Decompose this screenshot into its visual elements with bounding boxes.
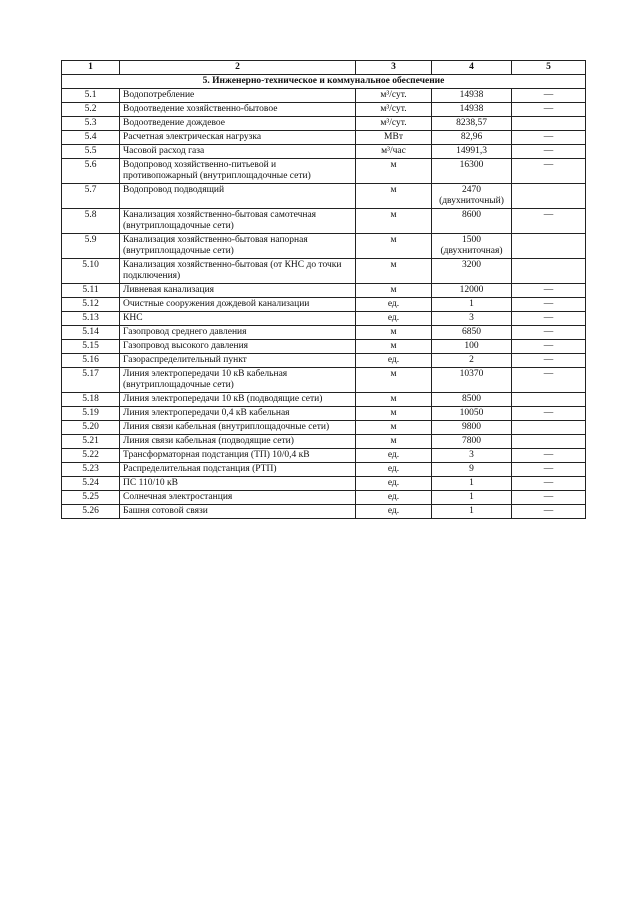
row-value: 10370: [432, 368, 512, 393]
row-number: 5.11: [62, 284, 120, 298]
row-value: 1: [432, 477, 512, 491]
row-unit: ед.: [356, 298, 432, 312]
row-unit: м: [356, 435, 432, 449]
row-note: —: [512, 407, 586, 421]
row-number: 5.2: [62, 103, 120, 117]
row-name: Ливневая канализация: [120, 284, 356, 298]
row-value: 8238,57: [432, 117, 512, 131]
row-name: Водопотребление: [120, 89, 356, 103]
row-note: —: [512, 312, 586, 326]
row-name: Часовой расход газа: [120, 145, 356, 159]
row-note: —: [512, 463, 586, 477]
row-number: 5.5: [62, 145, 120, 159]
row-name: Канализация хозяйственно-бытовая напорная (внутриплощадочные сети): [120, 234, 356, 259]
row-note: [512, 184, 586, 209]
row-value: 2: [432, 354, 512, 368]
row-number: 5.4: [62, 131, 120, 145]
row-note: —: [512, 159, 586, 184]
row-name: Газопровод среднего давления: [120, 326, 356, 340]
row-name: Канализация хозяйственно-бытовая (от КНС до точки подключения): [120, 259, 356, 284]
table-row: [62, 505, 586, 519]
row-number: 5.8: [62, 209, 120, 234]
engineering-table: [61, 60, 586, 519]
row-value: 9800: [432, 421, 512, 435]
row-note: [512, 117, 586, 131]
section-title: 5. Инженерно-техническое и коммунальное обеспечение: [62, 75, 586, 89]
row-value: 14991,3: [432, 145, 512, 159]
table-row: [62, 209, 586, 234]
row-number: 5.20: [62, 421, 120, 435]
row-note: —: [512, 103, 586, 117]
row-unit: м: [356, 421, 432, 435]
row-number: 5.14: [62, 326, 120, 340]
header-col-5: 5: [512, 61, 586, 75]
section-row: [62, 75, 586, 89]
table-row: [62, 117, 586, 131]
row-unit: м³/сут.: [356, 103, 432, 117]
row-unit: м: [356, 159, 432, 184]
row-name: Водоотведение дождевое: [120, 117, 356, 131]
row-value: 14938: [432, 89, 512, 103]
row-unit: ед.: [356, 491, 432, 505]
row-name: Линия электропередачи 10 кВ (подводящие сети): [120, 393, 356, 407]
row-note: [512, 393, 586, 407]
row-value: 14938: [432, 103, 512, 117]
header-col-4: 4: [432, 61, 512, 75]
row-note: —: [512, 368, 586, 393]
row-value: 16300: [432, 159, 512, 184]
table-row: [62, 326, 586, 340]
row-name: ПС 110/10 кВ: [120, 477, 356, 491]
row-number: 5.16: [62, 354, 120, 368]
row-value: 1500 (двухниточная): [432, 234, 512, 259]
row-unit: м: [356, 209, 432, 234]
row-value: 6850: [432, 326, 512, 340]
row-note: —: [512, 477, 586, 491]
row-name: Водопровод подводящий: [120, 184, 356, 209]
table-row: [62, 491, 586, 505]
table-row: [62, 131, 586, 145]
row-unit: м: [356, 407, 432, 421]
table-row: [62, 407, 586, 421]
row-note: —: [512, 449, 586, 463]
row-value: 12000: [432, 284, 512, 298]
table-row: [62, 184, 586, 209]
header-col-3: 3: [356, 61, 432, 75]
row-name: Водопровод хозяйственно-питьевой и противопожарный (внутриплощадочные сети): [120, 159, 356, 184]
row-note: —: [512, 354, 586, 368]
row-number: 5.15: [62, 340, 120, 354]
row-note: —: [512, 131, 586, 145]
row-unit: ед.: [356, 354, 432, 368]
row-name: Распределительная подстанция (РТП): [120, 463, 356, 477]
table-row: [62, 435, 586, 449]
row-number: 5.13: [62, 312, 120, 326]
row-note: —: [512, 89, 586, 103]
row-unit: м³/час: [356, 145, 432, 159]
row-note: —: [512, 298, 586, 312]
row-value: 1: [432, 505, 512, 519]
row-number: 5.1: [62, 89, 120, 103]
row-number: 5.21: [62, 435, 120, 449]
row-unit: м: [356, 340, 432, 354]
row-note: [512, 435, 586, 449]
header-col-2: 2: [120, 61, 356, 75]
row-unit: ед.: [356, 449, 432, 463]
row-number: 5.24: [62, 477, 120, 491]
row-unit: м: [356, 368, 432, 393]
table-row: [62, 312, 586, 326]
row-number: 5.19: [62, 407, 120, 421]
row-name: Водоотведение хозяйственно-бытовое: [120, 103, 356, 117]
row-number: 5.10: [62, 259, 120, 284]
table-row: [62, 284, 586, 298]
table-row: [62, 234, 586, 259]
row-value: 9: [432, 463, 512, 477]
row-number: 5.18: [62, 393, 120, 407]
row-number: 5.25: [62, 491, 120, 505]
row-unit: МВт: [356, 131, 432, 145]
row-unit: м: [356, 326, 432, 340]
row-number: 5.6: [62, 159, 120, 184]
row-unit: м: [356, 259, 432, 284]
row-unit: ед.: [356, 312, 432, 326]
table-row: [62, 103, 586, 117]
table-row: [62, 421, 586, 435]
row-value: 8600: [432, 209, 512, 234]
row-unit: м³/сут.: [356, 117, 432, 131]
row-value: 3: [432, 449, 512, 463]
table-row: [62, 145, 586, 159]
row-number: 5.7: [62, 184, 120, 209]
row-name: Расчетная электрическая нагрузка: [120, 131, 356, 145]
row-note: —: [512, 340, 586, 354]
row-name: Линия связи кабельная (внутриплощадочные сети): [120, 421, 356, 435]
row-value: 1: [432, 491, 512, 505]
table-row: [62, 354, 586, 368]
row-number: 5.3: [62, 117, 120, 131]
row-value: 2470 (двухниточный): [432, 184, 512, 209]
row-unit: м: [356, 393, 432, 407]
row-note: —: [512, 145, 586, 159]
table-row: [62, 477, 586, 491]
row-note: [512, 259, 586, 284]
row-unit: м: [356, 184, 432, 209]
row-number: 5.23: [62, 463, 120, 477]
row-number: 5.12: [62, 298, 120, 312]
row-note: —: [512, 284, 586, 298]
table-row: [62, 368, 586, 393]
row-unit: ед.: [356, 463, 432, 477]
row-number: 5.17: [62, 368, 120, 393]
row-note: —: [512, 491, 586, 505]
row-name: Солнечная электростанция: [120, 491, 356, 505]
row-number: 5.26: [62, 505, 120, 519]
row-value: 3: [432, 312, 512, 326]
table-row: [62, 159, 586, 184]
row-note: —: [512, 209, 586, 234]
table-row: [62, 89, 586, 103]
row-name: Линия электропередачи 10 кВ кабельная (внутриплощадочные сети): [120, 368, 356, 393]
row-value: 8500: [432, 393, 512, 407]
row-name: Башня сотовой связи: [120, 505, 356, 519]
row-name: Линия электропередачи 0,4 кВ кабельная: [120, 407, 356, 421]
row-unit: м: [356, 234, 432, 259]
header-row: [62, 61, 586, 75]
table-row: [62, 449, 586, 463]
table-row: [62, 298, 586, 312]
row-name: Трансформаторная подстанция (ТП) 10/0,4 кВ: [120, 449, 356, 463]
row-value: 3200: [432, 259, 512, 284]
header-col-1: 1: [62, 61, 120, 75]
table-row: [62, 259, 586, 284]
row-note: —: [512, 326, 586, 340]
row-note: [512, 234, 586, 259]
row-name: КНС: [120, 312, 356, 326]
row-value: 1: [432, 298, 512, 312]
row-unit: м: [356, 284, 432, 298]
row-number: 5.22: [62, 449, 120, 463]
row-number: 5.9: [62, 234, 120, 259]
row-note: —: [512, 505, 586, 519]
row-name: Газораспределительный пункт: [120, 354, 356, 368]
row-value: 82,96: [432, 131, 512, 145]
row-note: [512, 421, 586, 435]
row-unit: ед.: [356, 477, 432, 491]
row-name: Газопровод высокого давления: [120, 340, 356, 354]
row-name: Канализация хозяйственно-бытовая самотечная (внутриплощадочные сети): [120, 209, 356, 234]
table-row: [62, 393, 586, 407]
row-value: 7800: [432, 435, 512, 449]
row-name: Линия связи кабельная (подводящие сети): [120, 435, 356, 449]
row-unit: ед.: [356, 505, 432, 519]
row-value: 10050: [432, 407, 512, 421]
row-name: Очистные сооружения дождевой канализации: [120, 298, 356, 312]
table-row: [62, 463, 586, 477]
row-unit: м³/сут.: [356, 89, 432, 103]
row-value: 100: [432, 340, 512, 354]
table-row: [62, 340, 586, 354]
